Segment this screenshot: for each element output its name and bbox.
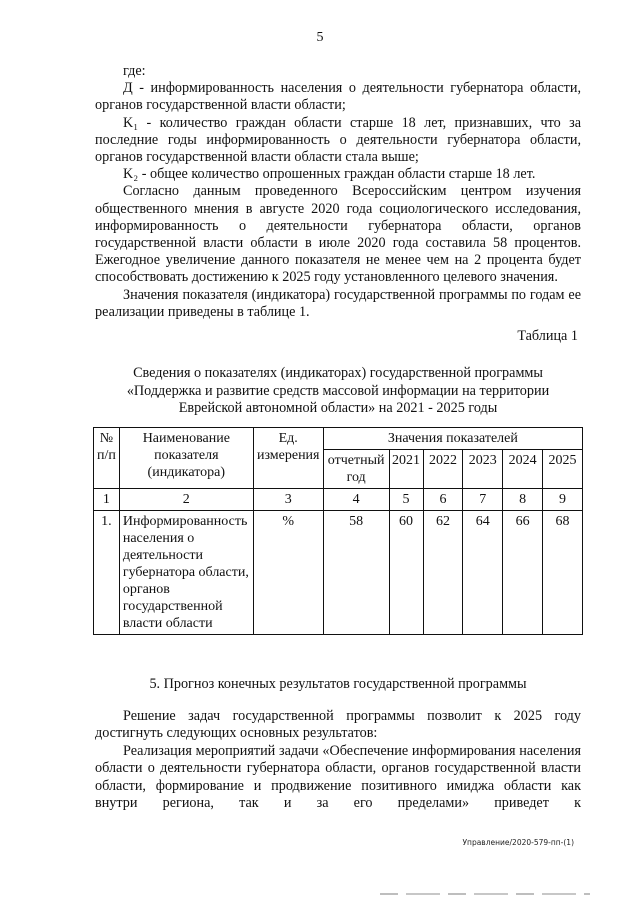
paragraph-where: где: [123, 63, 146, 79]
column-number-row [94, 489, 583, 511]
col-number: 1 [94, 489, 120, 511]
row-num: 1. [94, 511, 120, 635]
col-number: 9 [543, 489, 583, 511]
paragraph-survey: Согласно данным проведенного Всероссийским центром изучения общественного мнения в августе 2020 года социологического исследования, информированность о деятельности губернатора области, органов государственной власти области в июле 2020 года составила 58 процентов. Ежегодное увеличение данного показателя не менее чем на 2 процента будет способствовать достижению к 2025 году установленного целевого значения. [95, 183, 581, 286]
body-text [95, 63, 581, 321]
header-report-year: отчетный год [323, 450, 389, 489]
table-label: Таблица 1 [517, 328, 578, 344]
row-indicator-name: Информированность населения о деятельности губернатора области, органов государственной власти области [119, 511, 253, 635]
col-number: 4 [323, 489, 389, 511]
footer-code: Управление/2020-579-пп-(1) [462, 838, 574, 847]
row-unit: % [253, 511, 323, 635]
row-value-2023: 64 [463, 511, 503, 635]
paragraph-definition-k2: K₂ - общее количество опрошенных граждан области старше 18 лет. [123, 166, 536, 183]
paragraph-results-intro: Решение задач государственной программы позволит к 2025 году достигнуть следующих основных результатов: [95, 708, 581, 742]
paragraph-definition-d: Д - информированность населения о деятельности губернатора области, органов государственной власти области; [95, 80, 581, 114]
row-value-report-year: 58 [323, 511, 389, 635]
col-number: 2 [119, 489, 253, 511]
row-value-2022: 62 [423, 511, 463, 635]
indicators-table [93, 427, 583, 635]
table-caption: Сведения о показателях (индикаторах) государственной программы «Поддержка и развитие средств массовой информации на территории Еврейской автономной области» на 2021 - 2025 годы [126, 365, 550, 416]
header-num: № п/п [94, 428, 120, 489]
table-row [94, 511, 583, 635]
col-number: 6 [423, 489, 463, 511]
row-value-2025: 68 [543, 511, 583, 635]
header-values: Значения показателей [323, 428, 582, 450]
header-year-2021: 2021 [389, 450, 423, 489]
col-number: 3 [253, 489, 323, 511]
col-number: 5 [389, 489, 423, 511]
paragraph-results-task: Реализация мероприятий задачи «Обеспечение информирования населения области о деятельности губернатора области, органов государственной власти области, формирование и продвижение позитивного имиджа области как внутри региона, так и за его пределами» приведет к [95, 742, 581, 812]
header-year-2024: 2024 [503, 450, 543, 489]
header-name: Наименование показателя (индикатора) [119, 428, 253, 489]
row-value-2021: 60 [389, 511, 423, 635]
scan-artifact [380, 893, 590, 895]
section-title: 5. Прогноз конечных результатов государственной программы [149, 676, 527, 692]
page-number: 5 [316, 30, 324, 45]
header-year-2023: 2023 [463, 450, 503, 489]
header-unit: Ед. измерения [253, 428, 323, 489]
row-value-2024: 66 [503, 511, 543, 635]
paragraph-definition-k1: K₁ - количество граждан области старше 18 лет, признавших, что за последние годы информированность о деятельности губернатора области, органов государственной власти области стала выше; [95, 114, 581, 166]
body-text-2 [95, 708, 581, 812]
col-number: 8 [503, 489, 543, 511]
header-year-2022: 2022 [423, 450, 463, 489]
col-number: 7 [463, 489, 503, 511]
paragraph-table-reference: Значения показателя (индикатора) государственной программы по годам ее реализации приведены в таблице 1. [95, 286, 581, 320]
table-header-row [94, 428, 583, 450]
header-year-2025: 2025 [543, 450, 583, 489]
